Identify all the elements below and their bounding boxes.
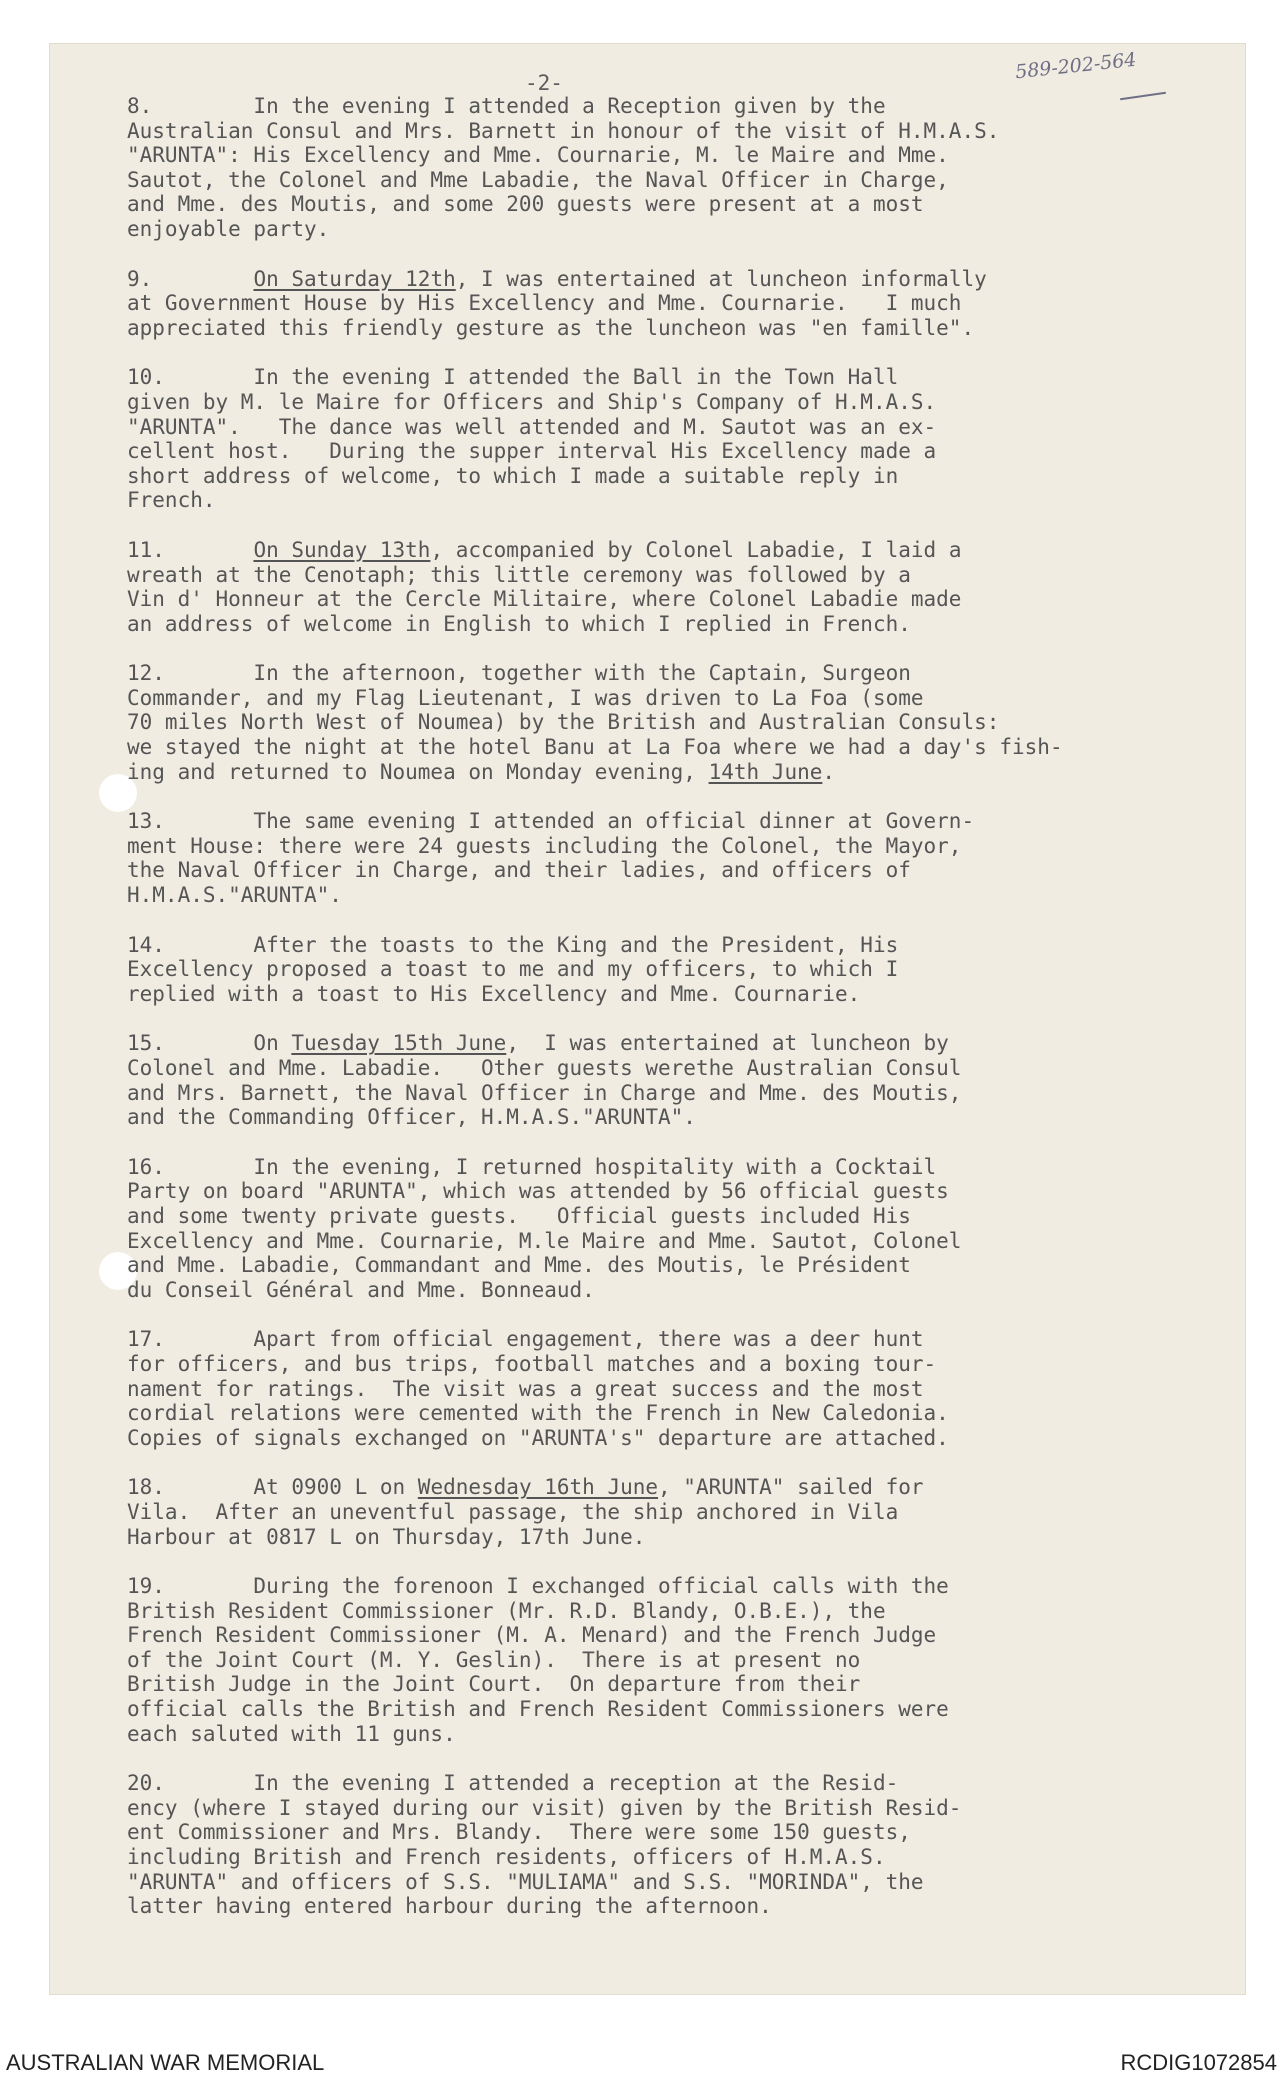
text-segment: Australian Consul and Mrs. Barnett in honour of the visit of H.M.A.S. xyxy=(127,118,1000,143)
text-line xyxy=(127,192,1187,217)
text-segment: Copies of signals exchanged on "ARUNTA's" departure are attached. xyxy=(127,1425,949,1450)
text-line xyxy=(127,316,1187,341)
text-segment: 13. The same evening I attended an official dinner at Govern- xyxy=(127,809,975,834)
text-line xyxy=(127,1599,1187,1624)
text-segment: Colonel and Mme. Labadie. Other guests werethe Australian Consul xyxy=(127,1056,962,1080)
text-line xyxy=(127,267,1187,292)
text-line xyxy=(127,291,1187,316)
text-segment: 20. In the evening I attended a reception at the Resid- xyxy=(127,1771,899,1796)
text-segment: du Conseil Général and Mme. Bonneaud. xyxy=(127,1277,595,1302)
text-line xyxy=(127,1056,1187,1081)
text-line xyxy=(127,735,1187,760)
text-line xyxy=(127,488,1187,513)
page-number: -2- xyxy=(525,71,563,95)
text-segment: , I was entertained at luncheon informally xyxy=(455,266,987,291)
text-segment: cordial relations were cemented with the French in New Caledonia. xyxy=(127,1401,949,1426)
text-segment: cellent host. During the supper interval His Excellency made a xyxy=(127,439,937,464)
text-line xyxy=(127,982,1187,1007)
text-segment: and Mme. Labadie, Commandant and Mme. des Moutis, le Président xyxy=(127,1253,911,1278)
text-line xyxy=(127,661,1187,686)
text-segment: Commander, and my Flag Lieutenant, I was driven to La Foa (some xyxy=(127,685,924,710)
paragraph xyxy=(127,661,1187,784)
text-segment: . xyxy=(822,759,836,784)
text-line xyxy=(127,168,1187,193)
paragraph xyxy=(127,1031,1187,1129)
text-line xyxy=(127,1525,1187,1550)
text-segment: Excellency proposed a toast to me and my officers, to which I xyxy=(127,957,899,982)
text-line xyxy=(127,1648,1187,1673)
text-line xyxy=(127,1155,1187,1180)
text-line xyxy=(127,1229,1187,1254)
text-segment: Vila. After an uneventful passage, the ship anchored in Vila xyxy=(127,1499,899,1524)
text-line xyxy=(127,1894,1187,1919)
paragraph xyxy=(127,1574,1187,1746)
text-segment: Sautot, the Colonel and Mme Labadie, the Naval Officer in Charge, xyxy=(127,167,949,192)
text-segment: H.M.A.S."ARUNTA". xyxy=(127,883,342,908)
text-segment: ment House: there were 24 guests including the Colonel, the Mayor, xyxy=(127,833,962,858)
text-segment: Excellency and Mme. Cournarie, M.le Maire and Mme. Sautot, Colonel xyxy=(127,1228,962,1253)
text-segment: Party on board "ARUNTA", which was attended by 56 official guests xyxy=(127,1179,949,1204)
text-line xyxy=(127,760,1187,785)
text-segment: Vin d' Honneur at the Cercle Militaire, where Colonel Labadie made xyxy=(127,587,962,612)
text-line xyxy=(127,883,1187,908)
text-segment: of the Joint Court (M. Y. Geslin). There is at present no xyxy=(127,1647,861,1672)
text-line xyxy=(127,1697,1187,1722)
text-line xyxy=(127,1845,1187,1870)
paragraph xyxy=(127,809,1187,907)
text-line xyxy=(127,686,1187,711)
text-segment: 12. In the afternoon, together with the Captain, Surgeon xyxy=(127,661,911,686)
paragraph xyxy=(127,1155,1187,1303)
text-segment: and Mrs. Barnett, the Naval Officer in Charge and Mme. des Moutis, xyxy=(127,1080,962,1105)
text-segment: British Resident Commissioner (Mr. R.D. Blandy, O.B.E.), the xyxy=(127,1598,886,1623)
text-line xyxy=(127,957,1187,982)
text-segment: 11. xyxy=(127,537,254,562)
text-segment: appreciated this friendly gesture as the luncheon was "en famille". xyxy=(127,315,975,340)
text-segment: including British and French residents, officers of H.M.A.S. xyxy=(127,1845,886,1870)
text-line xyxy=(127,834,1187,859)
text-line xyxy=(127,1820,1187,1845)
paragraph xyxy=(127,365,1187,513)
text-segment: and Mme. des Moutis, and some 200 guests were present at a most xyxy=(127,192,924,217)
text-line xyxy=(127,858,1187,883)
text-segment: "ARUNTA": His Excellency and Mme. Cournarie, M. le Maire and Mme. xyxy=(127,143,949,168)
paragraph xyxy=(127,538,1187,636)
text-segment: "ARUNTA" and officers of S.S. "MULIAMA" and S.S. "MORINDA", the xyxy=(127,1869,924,1894)
text-segment: and the Commanding Officer, H.M.A.S."ARUNTA". xyxy=(127,1105,696,1130)
text-segment: 8. In the evening I attended a Reception given by the xyxy=(127,94,886,118)
text-segment: the Naval Officer in Charge, and their ladies, and officers of xyxy=(127,858,911,883)
paragraph xyxy=(127,1327,1187,1450)
text-line xyxy=(127,415,1187,440)
text-line xyxy=(127,464,1187,489)
text-line xyxy=(127,217,1187,242)
text-line xyxy=(127,587,1187,612)
text-line xyxy=(127,1623,1187,1648)
text-segment: we stayed the night at the hotel Banu at La Foa where we had a day's fish- xyxy=(127,735,1063,760)
paragraph xyxy=(127,267,1187,341)
underlined-date: Wednesday 16th June xyxy=(417,1475,659,1500)
text-segment: 18. At 0900 L on xyxy=(127,1475,418,1500)
text-line xyxy=(127,1475,1187,1500)
footer-identifier: RCDIG1072854 xyxy=(1120,2050,1277,2075)
text-segment: given by M. le Maire for Officers and Ship's Company of H.M.A.S. xyxy=(127,389,937,414)
text-line xyxy=(127,1771,1187,1796)
text-segment: official calls the British and French Resident Commissioners were xyxy=(127,1697,949,1722)
text-segment: 70 miles North West of Noumea) by the British and Australian Consuls: xyxy=(127,710,1000,735)
text-line xyxy=(127,1672,1187,1697)
text-line xyxy=(127,1352,1187,1377)
text-segment: , accompanied by Colonel Labadie, I laid a xyxy=(430,537,962,562)
text-line xyxy=(127,1722,1187,1747)
text-line xyxy=(127,710,1187,735)
text-segment: British Judge in the Joint Court. On departure from their xyxy=(127,1672,861,1697)
text-segment: Harbour at 0817 L on Thursday, 17th June. xyxy=(127,1524,646,1549)
text-segment: ing and returned to Noumea on Monday evening, xyxy=(127,759,709,784)
text-segment: 10. In the evening I attended the Ball in the Town Hall xyxy=(127,365,899,390)
text-segment: 16. In the evening, I returned hospitality with a Cocktail xyxy=(127,1154,937,1179)
text-line xyxy=(127,390,1187,415)
text-line xyxy=(127,1278,1187,1303)
text-segment: French. xyxy=(127,488,216,513)
text-segment: replied with a toast to His Excellency and Mme. Cournarie. xyxy=(127,981,861,1006)
text-segment: , "ARUNTA" sailed for xyxy=(658,1475,924,1500)
text-line xyxy=(127,1870,1187,1895)
paragraph xyxy=(127,933,1187,1007)
text-segment: , I was entertained at luncheon by xyxy=(506,1031,949,1056)
text-segment: ent Commissioner and Mrs. Blandy. There were some 150 guests, xyxy=(127,1820,911,1845)
underlined-date: Tuesday 15th June xyxy=(291,1031,507,1056)
text-segment: ency (where I stayed during our visit) given by the British Resid- xyxy=(127,1795,962,1820)
text-line xyxy=(127,1574,1187,1599)
text-line xyxy=(127,1081,1187,1106)
text-line xyxy=(127,1401,1187,1426)
text-line xyxy=(127,1377,1187,1402)
text-segment: at Government House by His Excellency and Mme. Cournarie. I much xyxy=(127,291,962,316)
text-line xyxy=(127,933,1187,958)
text-segment: short address of welcome, to which I made a suitable reply in xyxy=(127,463,899,488)
paragraph xyxy=(127,1771,1187,1919)
text-line xyxy=(127,1204,1187,1229)
text-segment: 9. xyxy=(127,266,254,291)
text-line xyxy=(127,1031,1187,1056)
text-segment: 17. Apart from official engagement, there was a deer hunt xyxy=(127,1327,924,1352)
text-line xyxy=(127,538,1187,563)
handwritten-reference: 589-202-564 xyxy=(1014,48,1138,84)
text-line xyxy=(127,1253,1187,1278)
text-segment: each saluted with 11 guns. xyxy=(127,1721,456,1746)
text-line xyxy=(127,1500,1187,1525)
text-segment: an address of welcome in English to which I replied in French. xyxy=(127,611,911,636)
report-body xyxy=(127,94,1187,1944)
text-segment: wreath at the Cenotaph; this little ceremony was followed by a xyxy=(127,562,911,587)
text-segment: and some twenty private guests. Official guests included His xyxy=(127,1203,911,1228)
text-line xyxy=(127,1179,1187,1204)
underlined-date: On Saturday 12th xyxy=(253,266,456,291)
text-segment: 19. During the forenoon I exchanged official calls with the xyxy=(127,1574,949,1599)
text-segment: enjoyable party. xyxy=(127,216,330,241)
text-line xyxy=(127,809,1187,834)
text-segment: French Resident Commissioner (M. A. Menard) and the French Judge xyxy=(127,1623,937,1648)
text-line xyxy=(127,1327,1187,1352)
text-segment: nament for ratings. The visit was a great success and the most xyxy=(127,1376,924,1401)
underlined-date: On Sunday 13th xyxy=(253,537,431,562)
underlined-date: 14th June xyxy=(708,759,823,784)
text-line xyxy=(127,143,1187,168)
text-line xyxy=(127,1426,1187,1451)
text-line xyxy=(127,1105,1187,1130)
text-line xyxy=(127,563,1187,588)
paragraph xyxy=(127,1475,1187,1549)
text-segment: "ARUNTA". The dance was well attended and M. Sautot was an ex- xyxy=(127,414,937,439)
text-line xyxy=(127,94,1187,119)
text-line xyxy=(127,612,1187,637)
text-segment: for officers, and bus trips, football matches and a boxing tour- xyxy=(127,1351,937,1376)
text-line xyxy=(127,439,1187,464)
text-segment: 15. On xyxy=(127,1031,292,1056)
footer-institution: AUSTRALIAN WAR MEMORIAL xyxy=(6,2050,325,2075)
text-segment: latter having entered harbour during the afternoon. xyxy=(127,1894,772,1919)
paragraph xyxy=(127,94,1187,242)
text-line xyxy=(127,1796,1187,1821)
text-line xyxy=(127,119,1187,144)
text-line xyxy=(127,365,1187,390)
text-segment: 14. After the toasts to the King and the President, His xyxy=(127,932,899,957)
